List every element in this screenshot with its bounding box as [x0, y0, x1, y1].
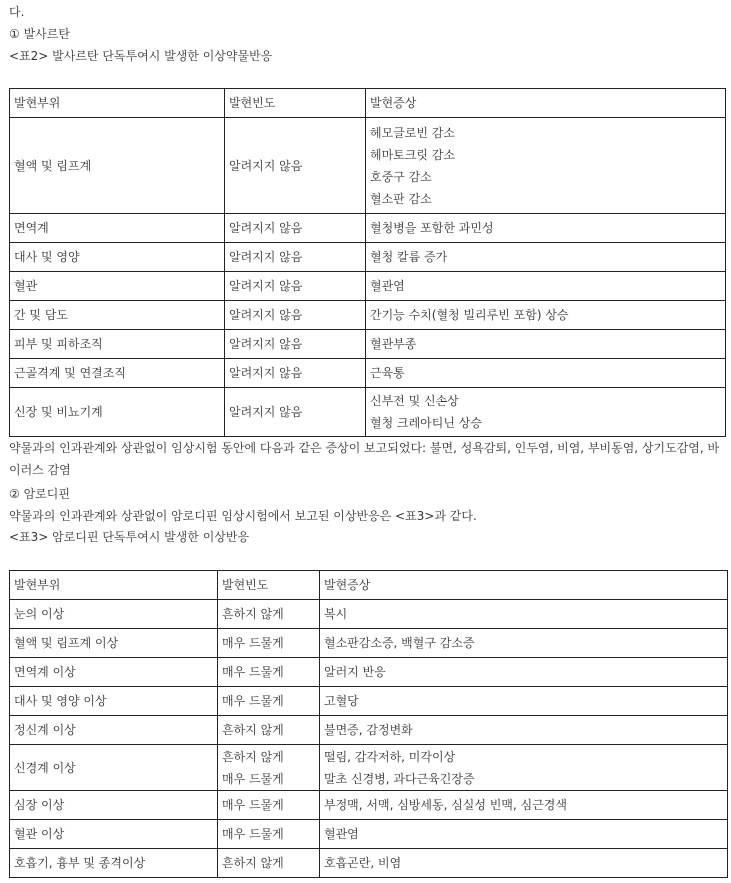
- table-row: [10, 658, 728, 687]
- site-cell: 호흡기, 흉부 및 종격이상: [10, 849, 218, 878]
- symptom-cell-line: 헤모글로빈 감소: [370, 125, 455, 140]
- symptom-cell-line: 혈소판 감소: [370, 191, 432, 206]
- frequency-cell-line: 매우 드물게: [222, 694, 284, 708]
- site-cell: 눈의 이상: [10, 600, 218, 629]
- table-row: [10, 272, 726, 301]
- symptom-cell: [320, 745, 728, 791]
- frequency-cell: [225, 330, 366, 359]
- symptom-cell: [320, 849, 728, 878]
- frequency-cell-line: 알려지지 않음: [229, 158, 303, 173]
- frequency-cell: [218, 849, 320, 878]
- symptom-cell-line: 헤마토크릿 감소: [370, 147, 455, 162]
- table-row: [10, 214, 726, 243]
- table-row: [10, 118, 726, 214]
- site-cell: 혈관 이상: [10, 820, 218, 849]
- frequency-cell-line: 흔하지 않게: [222, 607, 284, 621]
- site-cell: 근골격계 및 연결조직: [10, 359, 225, 388]
- symptom-cell-line: 혈관염: [324, 827, 359, 841]
- frequency-cell: [218, 600, 320, 629]
- section-title-valsartan: ① 발사르탄: [9, 27, 70, 41]
- frequency-cell: [225, 272, 366, 301]
- frequency-cell-line: 흔하지 않게: [222, 723, 284, 737]
- symptom-cell-line: 혈청병을 포함한 과민성: [370, 221, 494, 235]
- frequency-cell: [218, 791, 320, 820]
- frequency-cell-line: 매우 드물게: [222, 665, 284, 679]
- symptom-cell: [320, 716, 728, 745]
- column-header: 발현증상: [320, 571, 728, 600]
- symptom-cell: [366, 243, 726, 272]
- frequency-cell-line: 알려지지 않음: [229, 366, 303, 380]
- table-row: [10, 745, 728, 791]
- table-caption-1: <표2> 발사르탄 단독투여시 발생한 이상약물반응: [9, 49, 273, 63]
- site-cell: 혈액 및 림프계: [10, 118, 225, 214]
- frequency-cell-line: 매우 드물게: [222, 636, 284, 650]
- symptom-cell: [320, 658, 728, 687]
- frequency-cell: [218, 658, 320, 687]
- table-row: [10, 359, 726, 388]
- frequency-cell-line: 매우 드물게: [222, 827, 284, 841]
- frequency-cell-line: 매우 드물게: [222, 771, 284, 786]
- table-caption-2: <표3> 암로디핀 단독투여시 발생한 이상반응: [9, 530, 250, 544]
- frequency-cell: [218, 687, 320, 716]
- table-row: [10, 243, 726, 272]
- symptom-cell: [366, 301, 726, 330]
- site-cell: 혈관: [10, 272, 225, 301]
- table-row: [10, 629, 728, 658]
- frequency-cell-line: 알려지지 않음: [229, 405, 303, 419]
- section-title-amlodipine: ② 암로디핀: [9, 487, 70, 501]
- column-header: 발현증상: [366, 89, 726, 118]
- site-cell: 대사 및 영양 이상: [10, 687, 218, 716]
- column-header: 발현빈도: [225, 89, 366, 118]
- symptom-cell: [320, 687, 728, 716]
- adverse-reaction-table-amlodipine: [9, 570, 728, 878]
- symptom-cell-line: 떨림, 감각저하, 미각이상: [324, 749, 456, 764]
- site-cell: 피부 및 피하조직: [10, 330, 225, 359]
- frequency-cell: [225, 214, 366, 243]
- site-cell: 정신계 이상: [10, 716, 218, 745]
- adverse-reaction-table-valsartan: [9, 88, 726, 437]
- table-row: [10, 820, 728, 849]
- symptom-cell-line: 복시: [324, 607, 348, 621]
- site-cell: 신장 및 비뇨기계: [10, 388, 225, 437]
- table-row: [10, 388, 726, 437]
- site-cell: 심장 이상: [10, 791, 218, 820]
- frequency-cell: [218, 820, 320, 849]
- table-row: [10, 301, 726, 330]
- symptom-cell: [366, 330, 726, 359]
- frequency-cell-line: 알려지지 않음: [229, 279, 303, 293]
- table-row: [10, 330, 726, 359]
- frequency-cell-line: 흔하지 않게: [222, 856, 284, 870]
- symptom-cell-line: 간기능 수치(혈청 빌리루빈 포함) 상승: [370, 308, 569, 322]
- symptom-cell: [366, 388, 726, 437]
- table-header-row: [10, 89, 726, 118]
- table-row: [10, 791, 728, 820]
- site-cell: 면역계: [10, 214, 225, 243]
- symptom-cell-line: 근육통: [370, 366, 405, 380]
- note-paragraph: 약물과의 인과관계와 상관없이 임상시험 동안에 다음과 같은 증상이 보고되었다: 불면, 성욕감퇴, 인두염, 비염, 부비동염, 상기도감염, 바이러스 감염: [9, 441, 720, 477]
- table-row: [10, 849, 728, 878]
- symptom-cell: [320, 820, 728, 849]
- symptom-cell-line: 혈청 칼륨 증가: [370, 250, 448, 264]
- frequency-cell: [225, 388, 366, 437]
- section-description: 약물과의 인과관계와 상관없이 암로디핀 임상시험에서 보고된 이상반응은 <표3>과 같다.: [9, 509, 477, 523]
- site-cell: 신경계 이상: [10, 745, 218, 791]
- symptom-cell-line: 혈청 크레아티닌 상승: [370, 416, 482, 430]
- table-row: [10, 716, 728, 745]
- frequency-cell: [218, 745, 320, 791]
- symptom-cell: [320, 600, 728, 629]
- column-header: 발현부위: [10, 89, 225, 118]
- symptom-cell: [366, 214, 726, 243]
- column-header: 발현빈도: [218, 571, 320, 600]
- site-cell: 혈액 및 림프계 이상: [10, 629, 218, 658]
- symptom-cell: [320, 629, 728, 658]
- table-row: [10, 600, 728, 629]
- frequency-cell-line: 매우 드물게: [222, 798, 284, 812]
- table-header-row: [10, 571, 728, 600]
- frequency-cell: [225, 118, 366, 214]
- symptom-cell: [366, 272, 726, 301]
- site-cell: 면역계 이상: [10, 658, 218, 687]
- site-cell: 간 및 담도: [10, 301, 225, 330]
- frequency-cell: [225, 359, 366, 388]
- symptom-cell-line: 부정맥, 서맥, 심방세동, 심실성 빈맥, 심근경색: [324, 798, 567, 812]
- symptom-cell-line: 불면증, 감정변화: [324, 723, 413, 737]
- site-cell: 대사 및 영양: [10, 243, 225, 272]
- frequency-cell: [225, 301, 366, 330]
- column-header: 발현부위: [10, 571, 218, 600]
- symptom-cell-line: 혈소판감소증, 백혈구 감소증: [324, 636, 475, 650]
- frequency-cell-line: 흔하지 않게: [222, 749, 284, 764]
- symptom-cell-line: 혈관염: [370, 279, 405, 293]
- symptom-cell-line: 고혈당: [324, 694, 359, 708]
- symptom-cell-line: 호흡곤란, 비염: [324, 856, 402, 870]
- lead-text: 다.: [9, 5, 25, 19]
- frequency-cell: [225, 243, 366, 272]
- symptom-cell-line: 신부전 및 신손상: [370, 394, 459, 408]
- frequency-cell-line: 알려지지 않음: [229, 250, 303, 264]
- symptom-cell: [366, 359, 726, 388]
- frequency-cell-line: 알려지지 않음: [229, 308, 303, 322]
- symptom-cell: [320, 791, 728, 820]
- symptom-cell-line: 말초 신경병, 과다근육긴장증: [324, 771, 475, 786]
- frequency-cell: [218, 716, 320, 745]
- symptom-cell-line: 혈관부종: [370, 337, 417, 351]
- frequency-cell-line: 알려지지 않음: [229, 221, 303, 235]
- frequency-cell: [218, 629, 320, 658]
- symptom-cell-line: 알러지 반응: [324, 665, 386, 679]
- frequency-cell-line: 알려지지 않음: [229, 337, 303, 351]
- symptom-cell: [366, 118, 726, 214]
- symptom-cell-line: 호중구 감소: [370, 169, 432, 184]
- table-row: [10, 687, 728, 716]
